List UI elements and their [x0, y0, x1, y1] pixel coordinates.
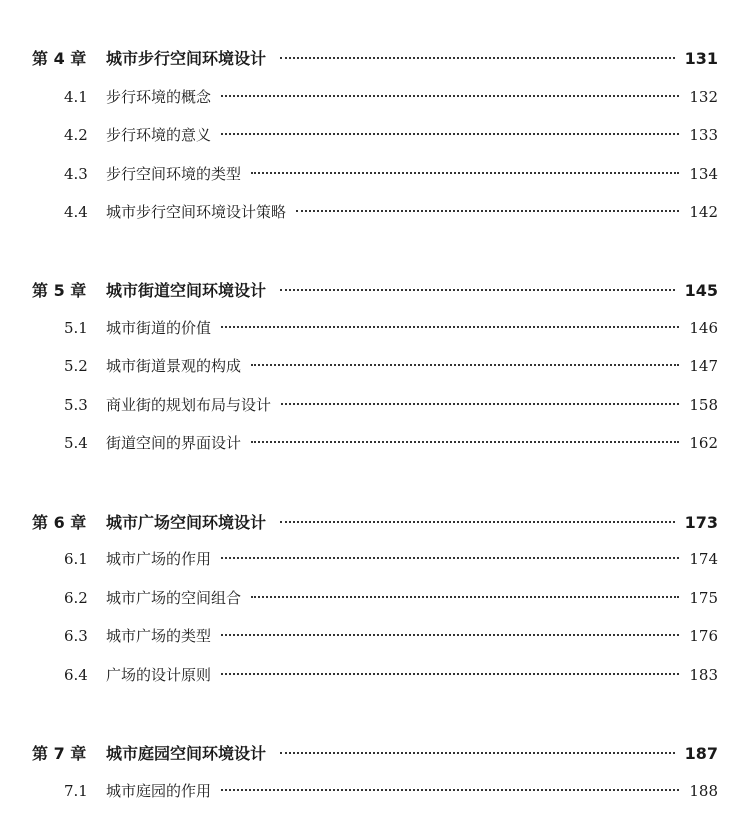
page-number: 158 [689, 396, 718, 414]
section-number: 6.3 [64, 627, 88, 645]
dot-leader [251, 441, 679, 443]
section-title: 城市广场的空间组合 [106, 589, 242, 607]
page-number: 188 [689, 782, 718, 800]
toc-section-entry[interactable] [0, 780, 750, 801]
section-number: 7.1 [64, 782, 88, 800]
section-title: 商业街的规划布局与设计 [106, 396, 272, 414]
toc-section-entry[interactable] [0, 587, 750, 608]
section-title: 步行环境的概念 [106, 88, 212, 106]
section-title: 城市庭园的作用 [106, 782, 212, 800]
toc-chapter-entry[interactable] [0, 741, 750, 764]
page-number: 174 [689, 550, 718, 568]
page-number: 147 [689, 357, 718, 375]
section-number: 5.2 [64, 357, 88, 375]
page-number: 134 [689, 165, 718, 183]
page-number: 145 [684, 281, 718, 300]
chapter-title: 城市街道空间环境设计 [106, 281, 267, 300]
dot-leader [221, 789, 679, 791]
section-number: 4.2 [64, 126, 88, 144]
page-number: 175 [689, 589, 718, 607]
section-title: 城市广场的类型 [106, 627, 212, 645]
toc-section-entry[interactable] [0, 317, 750, 338]
dot-leader [221, 326, 679, 328]
section-title: 城市广场的作用 [106, 550, 212, 568]
dot-leader [251, 172, 679, 174]
section-number: 5.4 [64, 434, 88, 452]
section-title: 城市街道的价值 [106, 319, 212, 337]
dot-leader [221, 557, 679, 559]
dot-leader [281, 403, 679, 405]
toc-section-entry[interactable] [0, 625, 750, 646]
page-number: 142 [689, 203, 718, 221]
page-number: 187 [684, 744, 718, 763]
dot-leader [221, 634, 679, 636]
dot-leader [280, 521, 675, 523]
page-number: 176 [689, 627, 718, 645]
section-title: 步行空间环境的类型 [106, 165, 242, 183]
toc-chapter-entry[interactable] [0, 510, 750, 533]
section-title: 城市街道景观的构成 [106, 357, 242, 375]
chapter-number: 第 6 章 [32, 513, 87, 532]
section-title: 街道空间的界面设计 [106, 434, 242, 452]
toc-section-entry[interactable] [0, 355, 750, 376]
section-number: 6.1 [64, 550, 88, 568]
dot-leader [251, 364, 679, 366]
toc-section-entry[interactable] [0, 394, 750, 415]
section-title: 广场的设计原则 [106, 666, 212, 684]
toc-section-entry[interactable] [0, 432, 750, 453]
section-number: 4.1 [64, 88, 88, 106]
dot-leader [221, 673, 679, 675]
dot-leader [221, 95, 679, 97]
toc-section-entry[interactable] [0, 548, 750, 569]
chapter-title: 城市步行空间环境设计 [106, 49, 267, 68]
page-number: 146 [689, 319, 718, 337]
dot-leader [296, 210, 679, 212]
toc-section-entry[interactable] [0, 163, 750, 184]
chapter-title: 城市庭园空间环境设计 [106, 744, 267, 763]
toc-section-entry[interactable] [0, 124, 750, 145]
page-number: 162 [689, 434, 718, 452]
section-number: 5.3 [64, 396, 88, 414]
page-number: 173 [684, 513, 718, 532]
section-number: 5.1 [64, 319, 88, 337]
toc-chapter-entry[interactable] [0, 278, 750, 301]
section-number: 6.2 [64, 589, 88, 607]
chapter-title: 城市广场空间环境设计 [106, 513, 267, 532]
toc-section-entry[interactable] [0, 201, 750, 222]
chapter-number: 第 4 章 [32, 49, 87, 68]
toc-chapter-entry[interactable] [0, 46, 750, 69]
page-number: 132 [689, 88, 718, 106]
section-number: 4.3 [64, 165, 88, 183]
dot-leader [280, 57, 675, 59]
section-number: 4.4 [64, 203, 88, 221]
section-number: 6.4 [64, 666, 88, 684]
toc-section-entry[interactable] [0, 664, 750, 685]
chapter-number: 第 5 章 [32, 281, 87, 300]
page-number: 131 [684, 49, 718, 68]
dot-leader [280, 289, 675, 291]
section-title: 步行环境的意义 [106, 126, 212, 144]
dot-leader [251, 596, 679, 598]
section-title: 城市步行空间环境设计策略 [106, 203, 287, 221]
dot-leader [221, 133, 679, 135]
page-number: 133 [689, 126, 718, 144]
toc-section-entry[interactable] [0, 86, 750, 107]
dot-leader [280, 752, 675, 754]
chapter-number: 第 7 章 [32, 744, 87, 763]
page-number: 183 [689, 666, 718, 684]
